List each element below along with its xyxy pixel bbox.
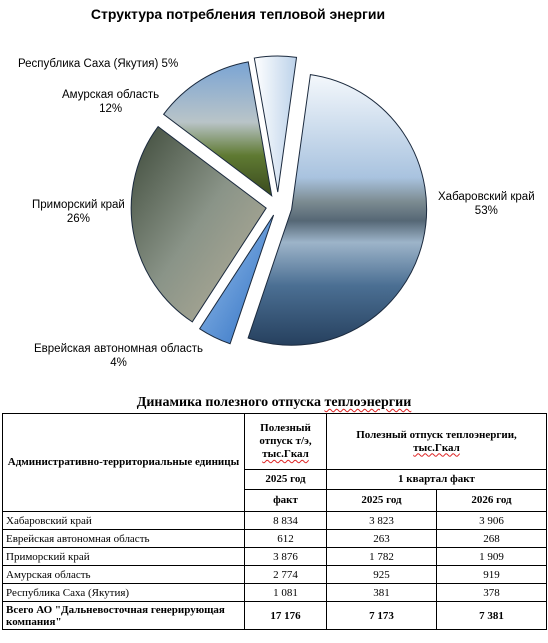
cell-region: Еврейская автономная область <box>3 530 245 548</box>
header-region: Административно-территориальные единицы <box>3 414 245 512</box>
table-row <box>3 530 547 548</box>
header-quarter-sub: 1 квартал факт <box>327 470 547 490</box>
cell-annual: 8 834 <box>245 512 327 530</box>
header-q2025: 2025 год <box>327 490 437 512</box>
label-evr: Еврейская автономная область 4% <box>34 343 204 369</box>
header-q2026: 2026 год <box>437 490 547 512</box>
chart-title: Структура потребления тепловой энергии <box>90 6 386 22</box>
header-annual: Полезный отпуск т/э, тыс.Гкал <box>245 414 327 470</box>
cell-region: Республика Саха (Якутия) <box>3 584 245 602</box>
cell-q2025: 925 <box>327 566 437 584</box>
cell-region: Хабаровский край <box>3 512 245 530</box>
cell-q2025: 3 823 <box>327 512 437 530</box>
header-annual-type: факт <box>245 490 327 512</box>
cell-annual: 612 <box>245 530 327 548</box>
cell-annual: 2 774 <box>245 566 327 584</box>
cell-q2025: 1 782 <box>327 548 437 566</box>
table-row <box>3 548 547 566</box>
cell-q2026: 378 <box>437 584 547 602</box>
cell-annual: 3 876 <box>245 548 327 566</box>
label-amur: Амурская область 12% <box>62 89 160 115</box>
cell-q2025: 381 <box>327 584 437 602</box>
table-total-row <box>3 602 547 630</box>
table-title: Динамика полезного отпуска теплоэнергии <box>136 395 412 410</box>
header-quarter: Полезный отпуск теплоэнергии, тыс.Гкал <box>327 414 547 470</box>
label-sakha: Республика Саха (Якутия) 5% <box>18 58 179 70</box>
cell-total-q2025: 7 173 <box>327 602 437 630</box>
label-primorsky: Приморский край 26% <box>32 199 125 225</box>
dynamics-table <box>2 413 547 630</box>
cell-annual: 1 081 <box>245 584 327 602</box>
cell-q2026: 1 909 <box>437 548 547 566</box>
cell-region: Амурская область <box>3 566 245 584</box>
table-row <box>3 512 547 530</box>
cell-region: Приморский край <box>3 548 245 566</box>
cell-q2026: 3 906 <box>437 512 547 530</box>
label-khabarovsk: Хабаровский край 53% <box>438 191 535 217</box>
table-row <box>3 584 547 602</box>
cell-q2026: 268 <box>437 530 547 548</box>
cell-total-q2026: 7 381 <box>437 602 547 630</box>
cell-total-annual: 17 176 <box>245 602 327 630</box>
header-annual-year: 2025 год <box>245 470 327 490</box>
cell-q2026: 919 <box>437 566 547 584</box>
cell-q2025: 263 <box>327 530 437 548</box>
cell-total-label: Всего АО "Дальневосточная генерирующая компания" <box>3 602 245 630</box>
table-row <box>3 566 547 584</box>
